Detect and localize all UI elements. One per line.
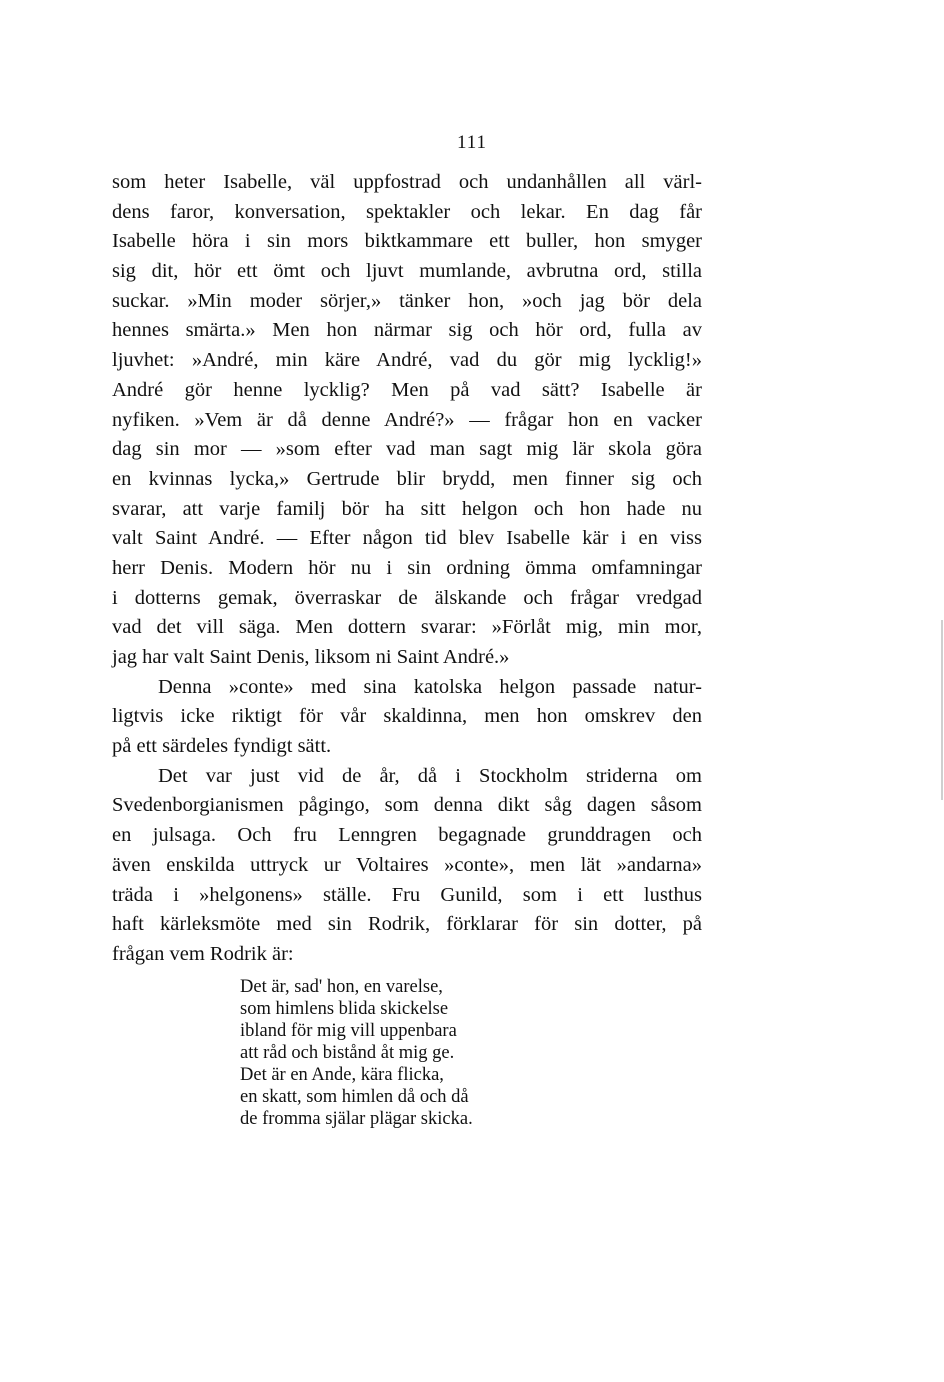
text-line: Denna »conte» med sina katolska helgon passade natur- xyxy=(158,675,702,698)
verse-line: Det är en Ande, kära flicka, xyxy=(240,1065,444,1085)
text-line: André gör henne lycklig? Men på vad sätt? Isabelle är xyxy=(112,378,702,401)
verse-line: att råd och bistånd åt mig ge. xyxy=(240,1043,455,1063)
text-line: valt Saint André. — Efter någon tid blev Isabelle kär i en viss xyxy=(112,527,702,550)
text-line: ligtvis icke riktigt för vår skaldinna, men hon omskrev den xyxy=(112,705,702,728)
text-line: i dotterns gemak, överraskar de älskande och frågar vredgad xyxy=(112,586,702,609)
verse-line: Det är, sad' hon, en varelse, xyxy=(240,977,443,997)
verse-line: de fromma själar plägar skicka. xyxy=(240,1109,473,1129)
text-line: dag sin mor — »som efter vad man sagt mig lär skola göra xyxy=(112,438,702,461)
verse-line: som himlens blida skickelse xyxy=(240,999,449,1019)
text-line: Isabelle höra i sin mors biktkammare ett buller, hon smyger xyxy=(112,230,702,253)
verse-line: ibland för mig vill uppenbara xyxy=(240,1021,457,1041)
text-line: även enskilda uttryck ur Voltaires »conte», men lät »andarna» xyxy=(112,853,702,876)
paragraph xyxy=(112,673,702,762)
text-line: vad det vill säga. Men dottern svarar: »Förlåt mig, min mor, xyxy=(112,616,702,639)
text-line: nyfiken. »Vem är då denne André?» — frågar hon en vacker xyxy=(112,408,702,431)
text-line: träda i »helgonens» ställe. Fru Gunild, som i ett lusthus xyxy=(112,883,702,906)
text-line: på ett särdeles fyndigt sätt. xyxy=(112,735,332,758)
verse-line: en skatt, som himlen då och då xyxy=(240,1087,469,1107)
scan-mark xyxy=(941,620,943,800)
text-line: ljuvhet: »André, min käre André, vad du gör mig lycklig!» xyxy=(112,349,702,372)
text-line: svarar, att varje familj bör ha sitt helgon och hon hade nu xyxy=(112,497,702,520)
page-number: 111 xyxy=(456,132,488,153)
text-line: hennes smärta.» Men hon närmar sig och hör ord, fulla av xyxy=(112,319,702,342)
text-line: frågan vem Rodrik är: xyxy=(112,942,294,965)
text-line: som heter Isabelle, väl uppfostrad och undanhållen all värl- xyxy=(112,171,702,193)
text-line: sig dit, hör ett ömt och ljuvt mumlande, avbrutna ord, stilla xyxy=(112,260,702,283)
text-line: haft kärleksmöte med sin Rodrik, förklarar för sin dotter, på xyxy=(112,913,702,936)
verse-quote xyxy=(240,976,560,1130)
text-line: jag har valt Saint Denis, liksom ni Saint André.» xyxy=(112,646,510,668)
text-line: dens faror, konversation, spektakler och lekar. En dag får xyxy=(112,200,702,223)
paragraph xyxy=(112,762,702,970)
text-line: Svedenborgianismen pågingo, som denna dikt såg dagen såsom xyxy=(112,794,702,817)
text-line: Det var just vid de år, då i Stockholm striderna om xyxy=(158,764,702,787)
body-text xyxy=(112,168,702,970)
text-line: suckar. »Min moder sörjer,» tänker hon, »och jag bör dela xyxy=(112,289,702,312)
text-line: en kvinnas lycka,» Gertrude blir brydd, men finner sig och xyxy=(112,467,702,490)
paragraph xyxy=(112,168,702,673)
text-line: herr Denis. Modern hör nu i sin ordning ömma omfamningar xyxy=(112,556,702,579)
text-line: en julsaga. Och fru Lenngren begagnade grunddragen och xyxy=(112,824,702,847)
